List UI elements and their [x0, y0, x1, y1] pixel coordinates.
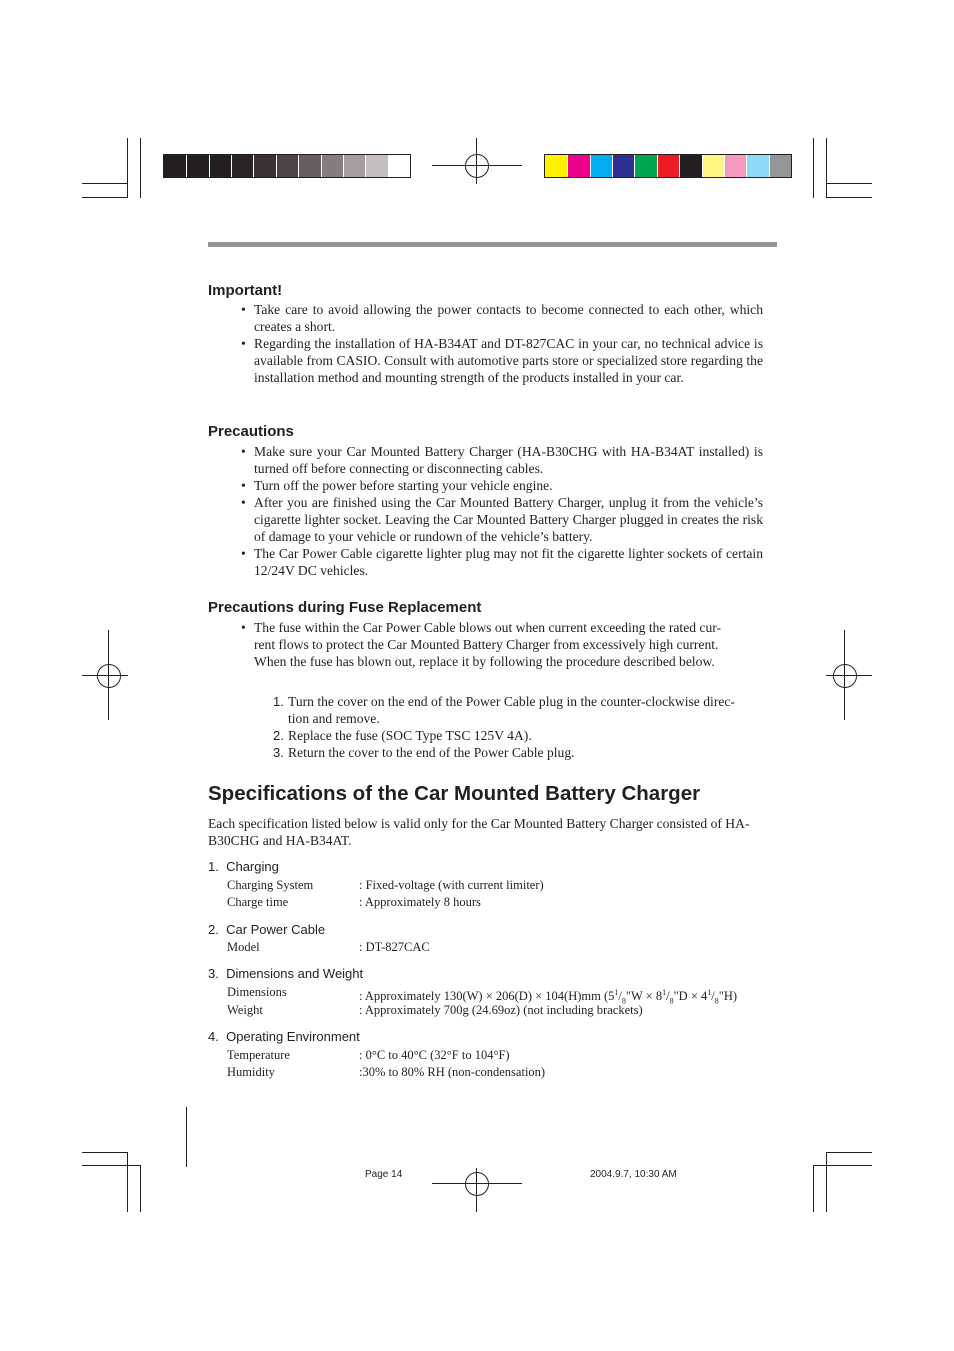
spec-key: Temperature	[227, 1048, 290, 1062]
spec-key: Charge time	[227, 895, 289, 909]
fraction-denominator: 8	[621, 996, 626, 1006]
grayscale-color-bar	[163, 154, 411, 178]
spec-title: Car Power Cable	[226, 922, 326, 937]
dimension-text: : Approximately 130(W) × 206(D) × 104(H)mm (5	[359, 989, 615, 1004]
color-swatch	[298, 155, 321, 177]
step-number: 2.	[273, 728, 284, 743]
spec-number: 3.	[208, 966, 219, 981]
spec-value: : Approximately 8 hours	[359, 895, 481, 909]
color-swatch	[209, 155, 232, 177]
color-swatch	[164, 155, 187, 177]
specs-intro	[208, 815, 749, 849]
color-swatch	[702, 155, 725, 177]
spec-number: 1.	[208, 859, 219, 874]
spec-value: : Approximately 130(W) × 206(D) × 104(H)mm ($5^1/_8"W$ × $8^1/_8"D$ × $4^1/_8"H$)	[359, 988, 738, 1006]
color-swatch	[186, 155, 209, 177]
spec-key: Charging System	[227, 878, 314, 892]
list-item: • Regarding the installation of HA-B34AT and DT-827CAC in your car, no technical advice is available from CASIO. Consult with automotive parts store or specialized store regarding the installation method and mounting strength of the products installed in your car.	[254, 335, 763, 386]
spec-value: : 0°C to 40°C (32°F to 104°F)	[359, 1048, 510, 1062]
process-color-bar	[544, 154, 792, 178]
fraction-numerator: 1	[707, 988, 712, 997]
spec-key: Humidity	[227, 1065, 275, 1079]
fuse-heading: Precautions during Fuse Replacement	[208, 599, 482, 616]
spec-heading-environment	[208, 1029, 360, 1044]
important-heading: Important!	[208, 282, 283, 299]
spec-title: Dimensions and Weight	[226, 966, 364, 981]
spec-number: 4.	[208, 1029, 219, 1044]
list-item	[273, 744, 764, 761]
spec-value: : Approximately 700g (24.69oz) (not including brackets)	[359, 1003, 643, 1017]
fuse-bullet-line: • The fuse within the Car Power Cable blows out when current exceeding the rated cur-	[254, 620, 722, 635]
step-number: 1.	[273, 694, 284, 709]
step-text: Replace the fuse (SOC Type TSC 125V 4A).	[288, 728, 532, 743]
fraction-denominator: 8	[714, 996, 719, 1006]
list-item: • After you are finished using the Car Mounted Battery Charger, unplug it from the vehicle’s cigarette lighter socket. Leaving the Car Mounted Battery Charger plugged in creates the risk of damage to your vehicle or rundown of the vehicle’s battery.	[254, 494, 763, 545]
spec-number: 2.	[208, 922, 219, 937]
list-item: • The Car Power Cable cigarette lighter plug may not fit the cigarette lighter sockets of certain 12/24V DC vehicles.	[254, 545, 763, 579]
spec-title: Operating Environment	[226, 1029, 360, 1044]
dimension-text: "H)	[718, 989, 738, 1004]
fuse-bullet-line: rent flows to protect the Car Mounted Battery Charger from excessively high current.	[254, 637, 719, 652]
fuse-steps	[273, 693, 764, 761]
list-item: • Take care to avoid allowing the power contacts to become connected to each other, which creates a short.	[254, 301, 763, 335]
list-item	[273, 727, 764, 744]
step-text: Return the cover to the end of the Power Cable plug.	[288, 745, 575, 760]
fraction-numerator: 1	[662, 988, 667, 997]
color-swatch	[231, 155, 254, 177]
color-swatch	[388, 155, 411, 177]
color-swatch	[276, 155, 299, 177]
list-item: • Turn off the power before starting your vehicle engine.	[254, 477, 763, 494]
fuse-list	[254, 619, 774, 670]
color-swatch	[343, 155, 366, 177]
color-swatch	[365, 155, 388, 177]
important-list	[254, 301, 763, 386]
spec-value: : DT-827CAC	[359, 940, 430, 954]
color-swatch	[567, 155, 590, 177]
color-swatch	[590, 155, 613, 177]
spec-key: Dimensions	[227, 985, 287, 999]
dimension-text: "W × 8	[625, 989, 663, 1004]
spec-heading-charging	[208, 859, 279, 874]
color-swatch	[612, 155, 635, 177]
color-swatch	[679, 155, 702, 177]
color-swatch	[657, 155, 680, 177]
step-number: 3.	[273, 745, 284, 760]
step-text: Turn the cover on the end of the Power Cable plug in the counter-clockwise direc-	[288, 694, 735, 709]
fraction-denominator: 8	[669, 996, 674, 1006]
spec-value: :30% to 80% RH (non-condensation)	[359, 1065, 546, 1079]
list-item: • Make sure your Car Mounted Battery Charger (HA-B30CHG with HA-B34AT installed) is turned off before connecting or disconnecting cables.	[254, 443, 763, 477]
color-swatch	[634, 155, 657, 177]
specs-intro-line: B30CHG and HA-B34AT.	[208, 833, 352, 848]
header-rule	[208, 242, 777, 247]
fraction-numerator: 1	[614, 988, 619, 997]
specs-title: Specifications of the Car Mounted Battery Charger	[208, 782, 701, 805]
spec-key: Weight	[227, 1003, 263, 1017]
precautions-heading: Precautions	[208, 423, 294, 440]
color-swatch	[746, 155, 769, 177]
spec-heading-dimensions	[208, 966, 363, 981]
footer-page: Page 14	[365, 1169, 403, 1180]
dimension-text: "D × 4	[673, 989, 708, 1004]
color-swatch	[321, 155, 344, 177]
precautions-list	[254, 443, 763, 579]
spec-heading-cable	[208, 922, 325, 937]
footer-timestamp: 2004.9.7, 10:30 AM	[590, 1169, 677, 1180]
spec-title: Charging	[226, 859, 279, 874]
spec-key: Model	[227, 940, 260, 954]
spec-value: : Fixed-voltage (with current limiter)	[359, 878, 544, 892]
color-swatch	[545, 155, 568, 177]
color-swatch	[769, 155, 792, 177]
step-text: tion and remove.	[288, 711, 380, 726]
color-swatch	[253, 155, 276, 177]
list-item	[273, 693, 764, 727]
specs-intro-line: Each specification listed below is valid only for the Car Mounted Battery Charger consisted of HA-	[208, 816, 750, 831]
list-item	[254, 619, 774, 670]
color-swatch	[724, 155, 747, 177]
fuse-bullet-line: When the fuse has blown out, replace it by following the procedure described below.	[254, 654, 715, 669]
